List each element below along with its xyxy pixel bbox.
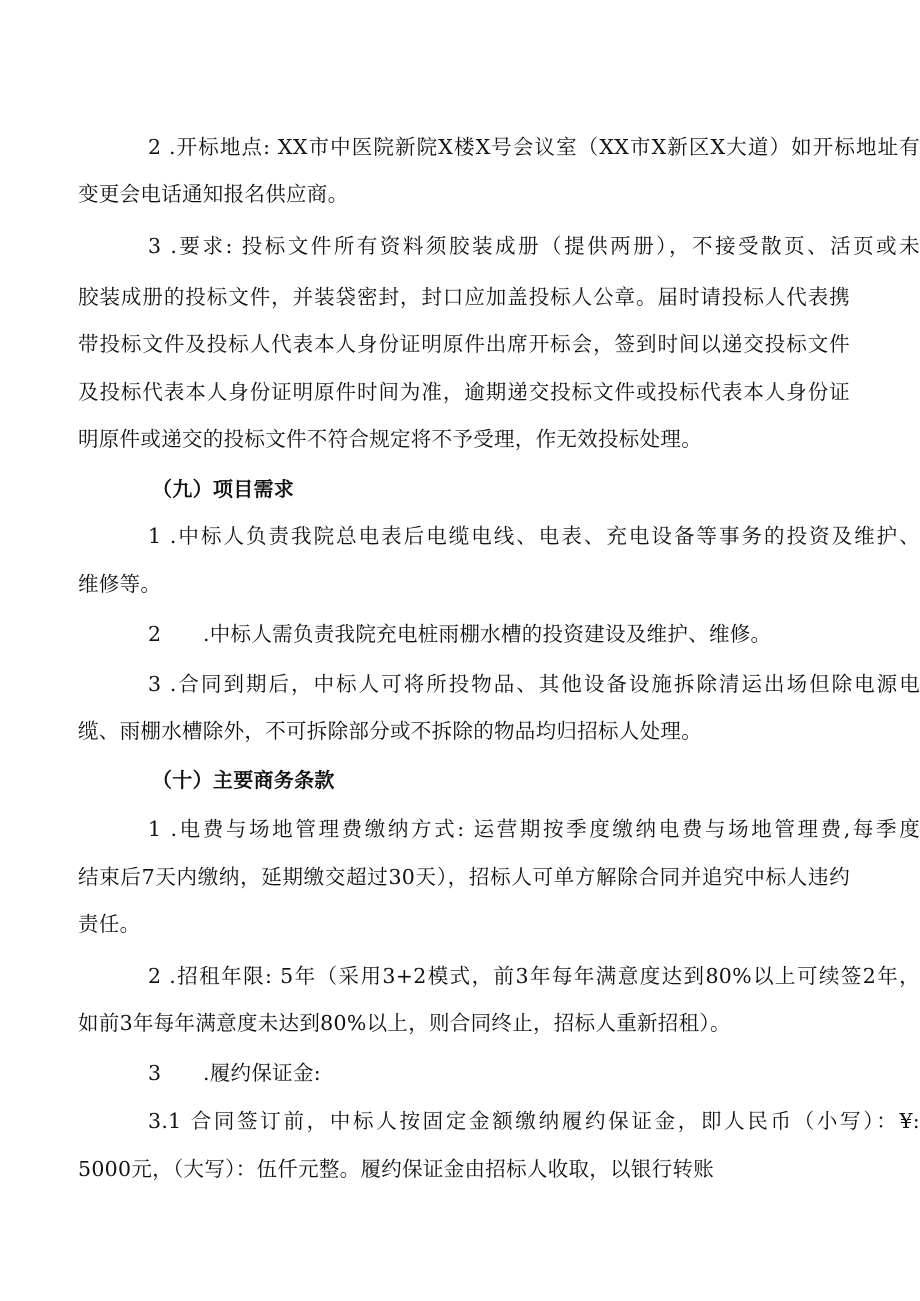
paragraph-line: 明原件或递交的投标文件不符合规定将不予受理，作无效投标处理。 (78, 427, 702, 451)
paragraph-line: 责任。 (78, 912, 141, 936)
paragraph-line: 缆、雨棚水槽除外，不可拆除部分或不拆除的物品均归招标人处理。 (78, 719, 702, 743)
paragraph-line: 及投标代表本人身份证明原件时间为准，逾期递交投标文件或投标代表本人身份证 (78, 380, 850, 404)
paragraph-line: 带投标文件及投标人代表本人身份证明原件出席开标会，签到时间以递交投标文件 (78, 332, 850, 356)
paragraph-line: 3 .合同到期后，中标人可将所投物品、其他设备设施拆除清运出场但除电源电 (148, 672, 920, 696)
paragraph-line: 维修等。 (78, 572, 162, 596)
paragraph-line: 2 .中标人需负责我院充电桩雨棚水槽的投资建设及维护、维修。 (148, 622, 772, 646)
paragraph-line: 3.1 合同签订前，中标人按固定金额缴纳履约保证金，即人民币（小写）：¥: (148, 1109, 920, 1133)
paragraph-line: 2 .开标地点: XX市中医院新院X楼X号会议室（XX市X新区X大道）如开标地址有 (148, 135, 920, 159)
paragraph-line: 1 .电费与场地管理费缴纳方式: 运营期按季度缴纳电费与场地管理费,每季度 (148, 817, 920, 841)
section-heading: （九）项目需求 (152, 477, 295, 501)
paragraph-line: 结束后7天内缴纳，延期缴交超过30天），招标人可单方解除合同并追究中标人违约 (78, 865, 850, 889)
paragraph-line: 3 .要求: 投标文件所有资料须胶装成册（提供两册），不接受散页、活页或未 (148, 234, 920, 258)
paragraph-line: 5000元，（大写）：伍仟元整。履约保证金由招标人收取，以银行转账 (78, 1157, 715, 1181)
paragraph-line: 变更会电话通知报名供应商。 (78, 182, 349, 206)
paragraph-line: 3 .履约保证金: (148, 1061, 321, 1085)
paragraph-line: 胶装成册的投标文件，并装袋密封，封口应加盖投标人公章。届时请投标人代表携 (78, 285, 850, 309)
section-heading: （十）主要商务条款 (152, 768, 335, 792)
paragraph-line: 1 .中标人负责我院总电表后电缆电线、电表、充电设备等事务的投资及维护、 (148, 524, 920, 548)
paragraph-line: 如前3年每年满意度未达到80%以上，则合同终止，招标人重新招租）。 (78, 1011, 731, 1035)
paragraph-line: 2 .招租年限: 5年（采用3+2模式，前3年每年满意度达到80%以上可续签2年， (148, 964, 920, 988)
